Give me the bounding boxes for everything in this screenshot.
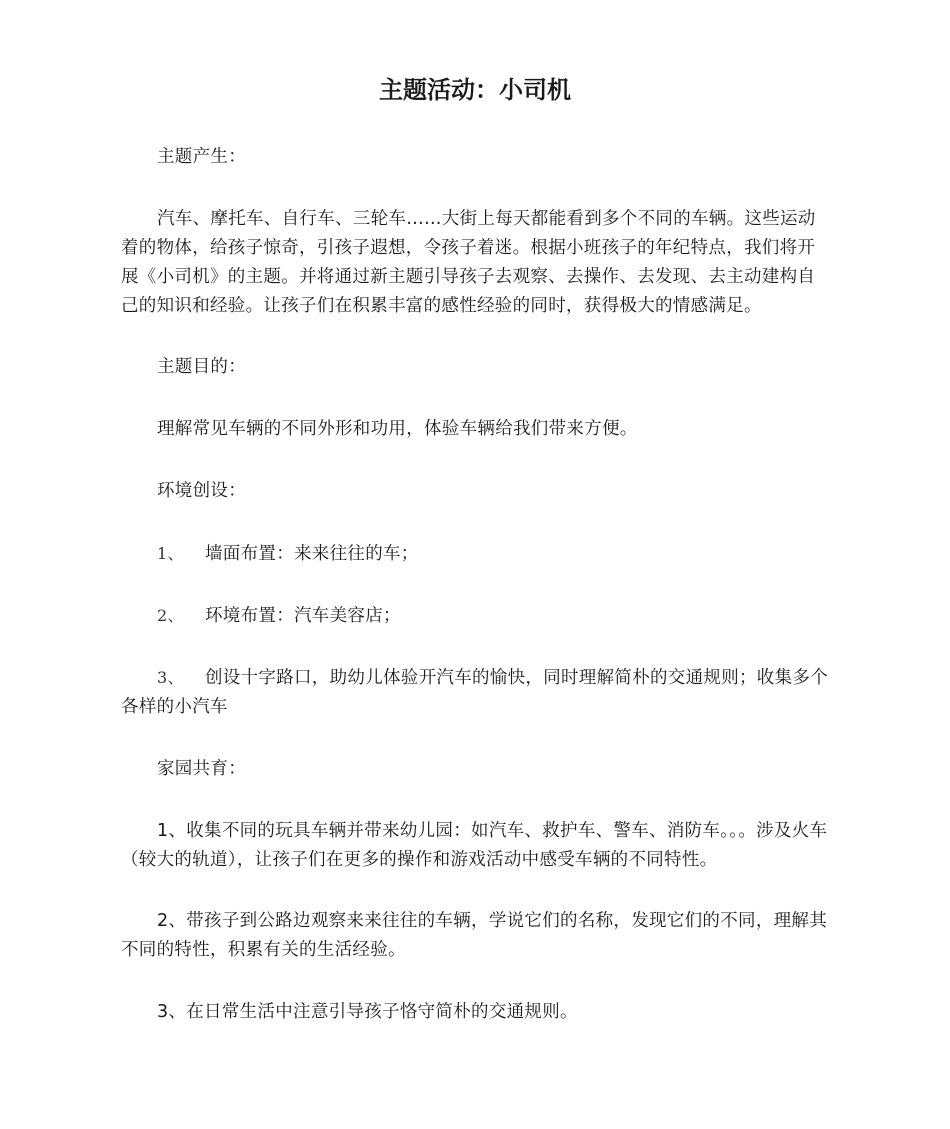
section-heading-home: 家园共育：: [157, 759, 246, 779]
list-item-environment-1: [121, 539, 829, 569]
list-item-text: 环境布置：汽车美容店；: [205, 606, 401, 626]
section-heading-environment: 环境创设：: [157, 481, 246, 501]
list-item-home-3: 3、在日常生活中注意引导孩子恪守简朴的交通规则。: [157, 1002, 578, 1022]
list-number: 1、: [157, 544, 184, 563]
list-item-environment-3: [121, 663, 829, 722]
list-item-home-1: 1、收集不同的玩具车辆并带来幼儿园：如汽车、救护车、警车、消防车。。。涉及火车（较大的轨道），让孩子们在更多的操作和游戏活动中感受车辆的不同特性。: [121, 821, 828, 870]
page-title: 主题活动：小司机: [379, 76, 571, 104]
list-number: 2、: [157, 606, 184, 625]
section-heading-origin: 主题产生：: [157, 147, 246, 167]
list-item-environment-2: [121, 601, 829, 631]
section-heading-goal: 主题目的：: [157, 357, 246, 377]
list-item-text: 创设十字路口，助幼儿体验开汽车的愉快，同时理解简朴的交通规则；收集多个各样的小汽车: [121, 668, 828, 717]
paragraph-goal: 理解常见车辆的不同外形和功用，体验车辆给我们带来方便。: [157, 419, 638, 439]
list-item-text: 墙面布置：来来往往的车；: [205, 544, 419, 564]
list-item-home-2: 2、带孩子到公路边观察来来往往的车辆，学说它们的名称，发现它们的不同，理解其不同的特性，积累有关的生活经验。: [121, 911, 828, 960]
paragraph-origin: 汽车、摩托车、自行车、三轮车……大街上每天都能看到多个不同的车辆。这些运动着的物体，给孩子惊奇，引孩子遐想，令孩子着迷。根据小班孩子的年纪特点，我们将开展《小司机》的主题。并将通过新主题引导孩子去观察、去操作、去发现、去主动建构自己的知识和经验。让孩子们在积累丰富的感性经验的同时，获得极大的情感满足。: [121, 209, 816, 316]
list-number: 3、: [157, 668, 184, 687]
